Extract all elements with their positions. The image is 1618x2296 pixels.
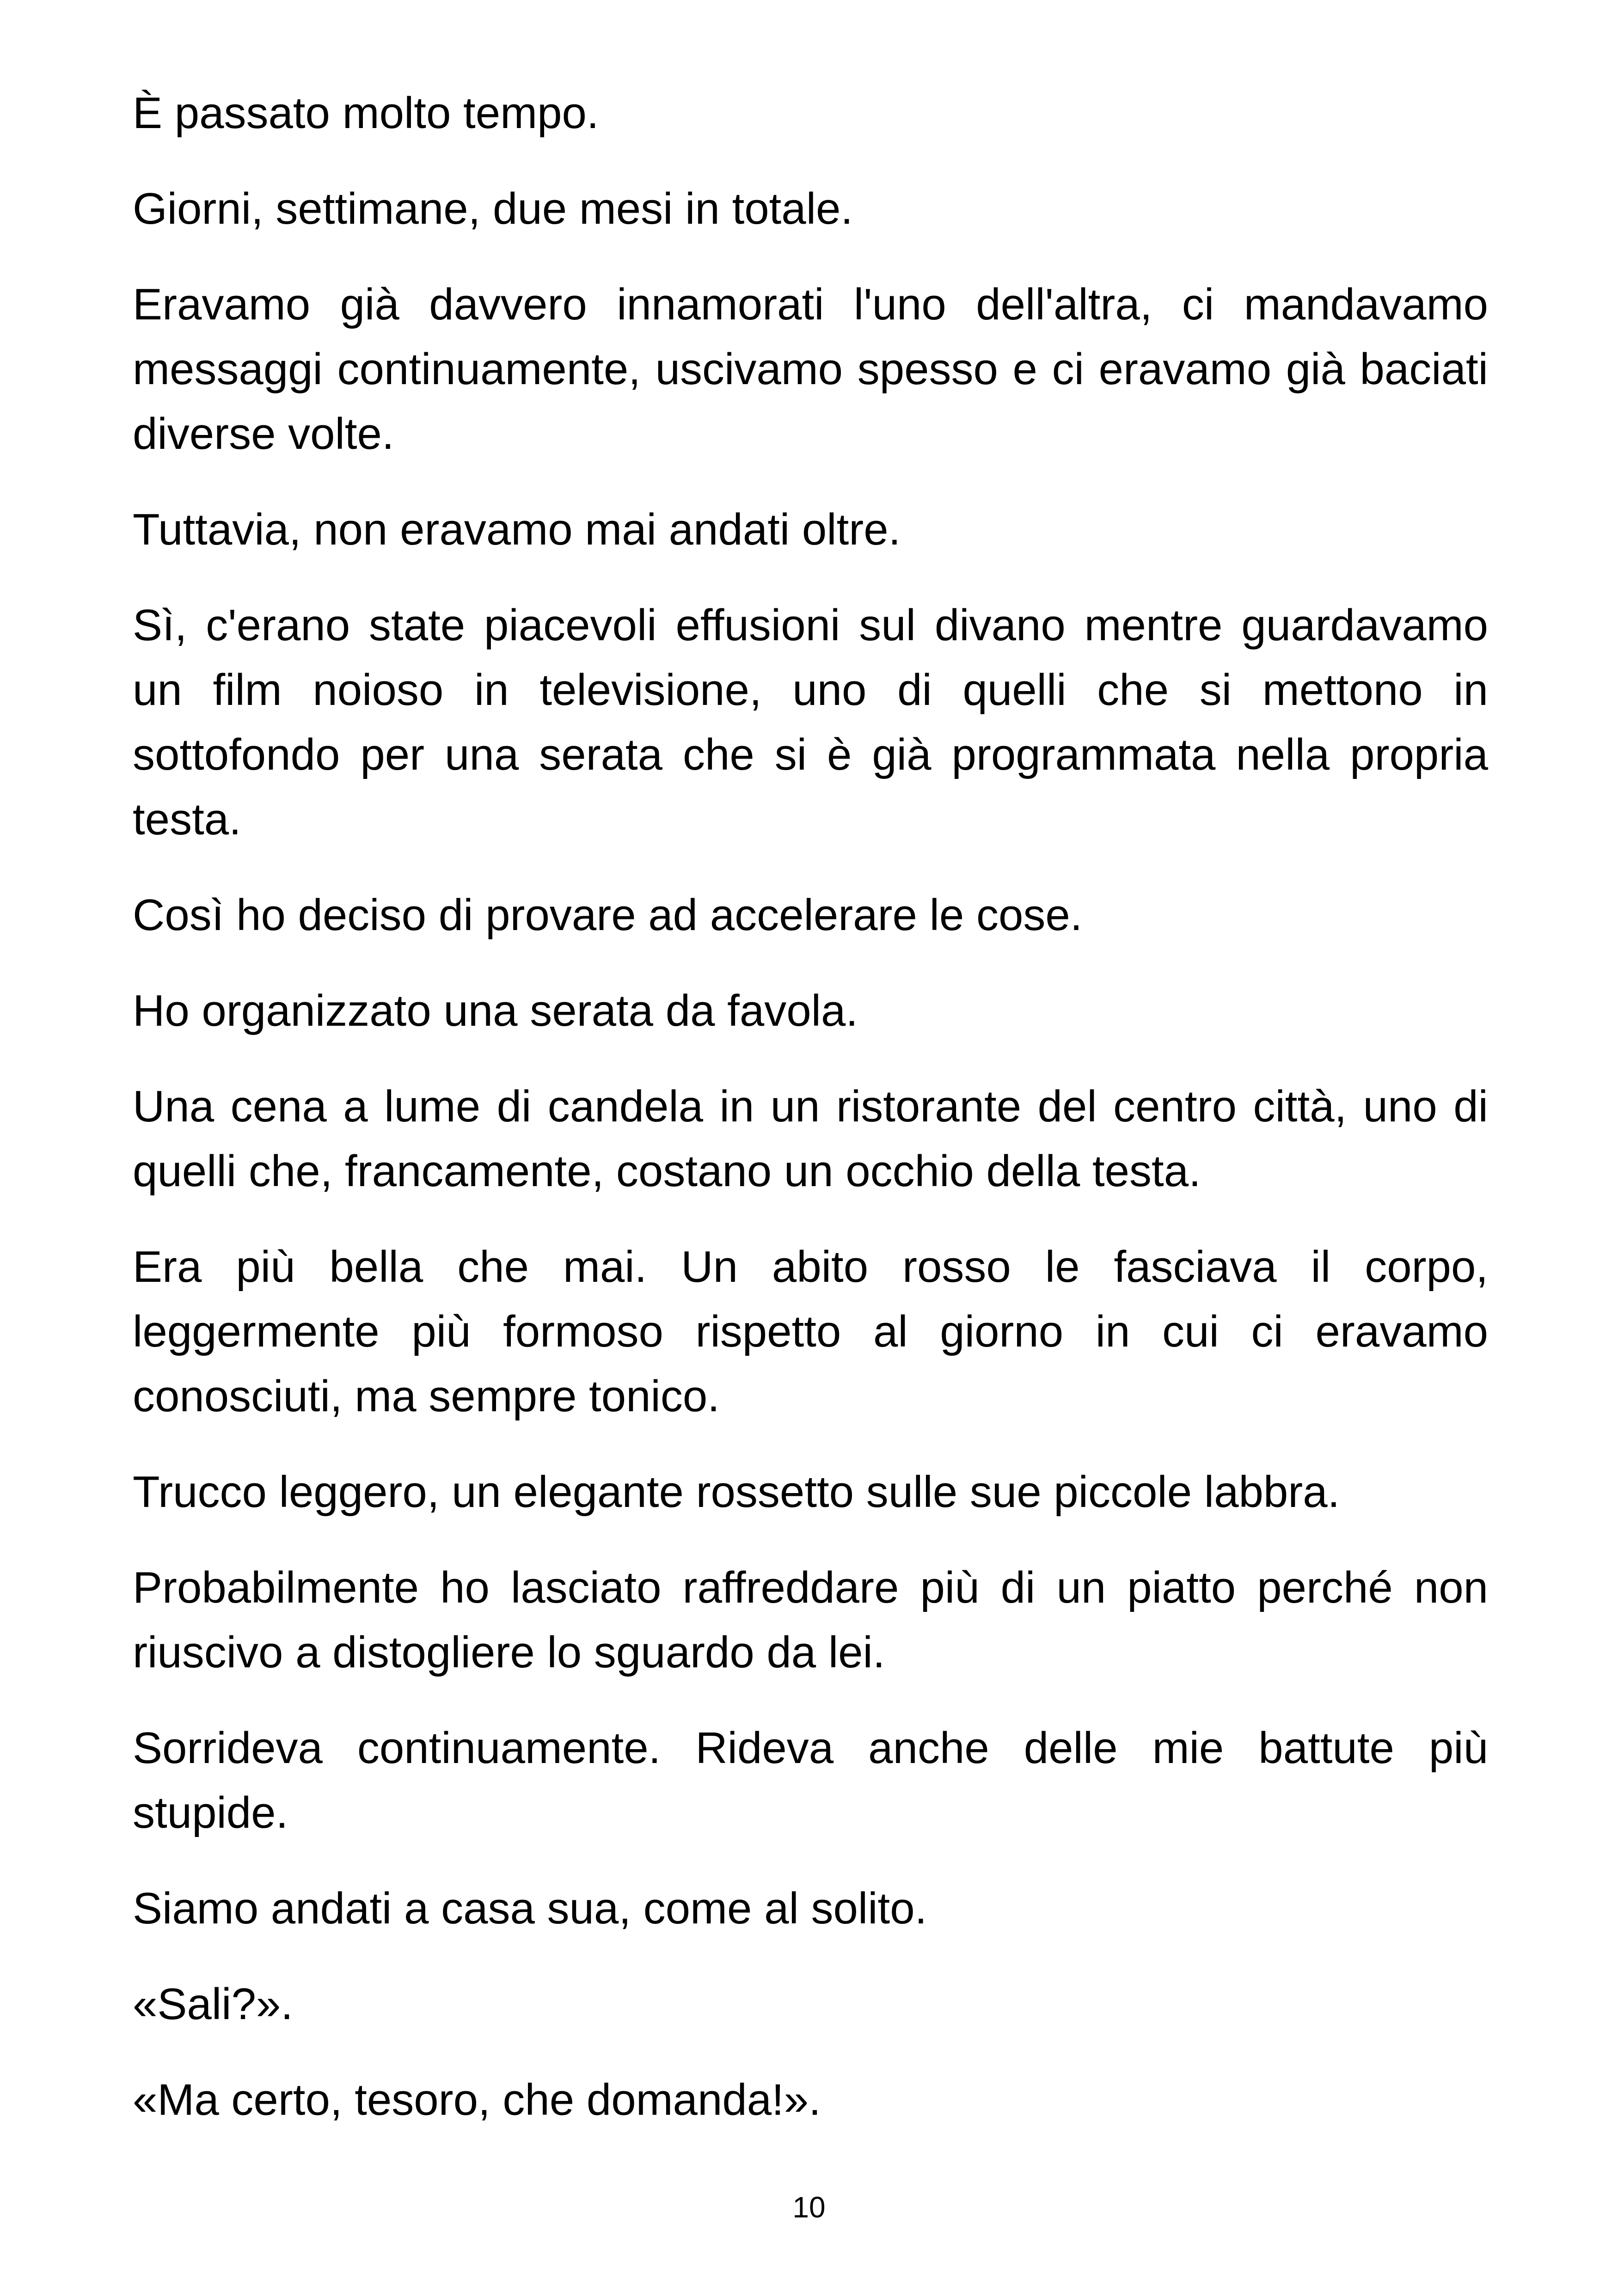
paragraph-6: Così ho deciso di provare ad accelerare le cose.	[133, 890, 1083, 940]
paragraph-9: Era più bella che mai. Un abito rosso le fasciava il corpo, leggermente più formoso rispetto al giorno in cui ci eravamo conosciuti, ma sempre tonico.	[133, 1242, 1488, 1421]
paragraph-11: Probabilmente ho lasciato raffreddare più di un piatto perché non riuscivo a distogliere lo sguardo da lei.	[133, 1563, 1488, 1677]
paragraph-7: Ho organizzato una serata da favola.	[133, 986, 858, 1035]
paragraph-3: Eravamo già davvero innamorati l'uno dell'altra, ci mandavamo messaggi continuamente, uscivamo spesso e ci eravamo già baciati diverse volte.	[133, 280, 1488, 459]
paragraph-5: Sì, c'erano state piacevoli effusioni sul divano mentre guardavamo un film noioso in televisione, uno di quelli che si mettono in sottofondo per una serata che si è già programmata nella propria testa.	[133, 600, 1488, 844]
paragraph-10: Trucco leggero, un elegante rossetto sulle sue piccole labbra.	[133, 1467, 1340, 1517]
paragraph-13: Siamo andati a casa sua, come al solito.	[133, 1884, 927, 1933]
paragraph-14: «Sali?».	[133, 1979, 293, 2029]
paragraph-4: Tuttavia, non eravamo mai andati oltre.	[133, 505, 901, 554]
paragraph-8: Una cena a lume di candela in un ristorante del centro città, uno di quelli che, francamente, costano un occhio della testa.	[133, 1082, 1488, 1196]
paragraph-15: «Ma certo, tesoro, che domanda!».	[133, 2075, 821, 2125]
page-number: 10	[792, 2191, 826, 2224]
paragraph-2: Giorni, settimane, due mesi in totale.	[133, 184, 853, 233]
paragraph-1: È passato molto tempo.	[133, 88, 599, 138]
body-text	[133, 81, 1488, 2163]
paragraph-12: Sorrideva continuamente. Rideva anche delle mie battute più stupide.	[133, 1723, 1488, 1837]
